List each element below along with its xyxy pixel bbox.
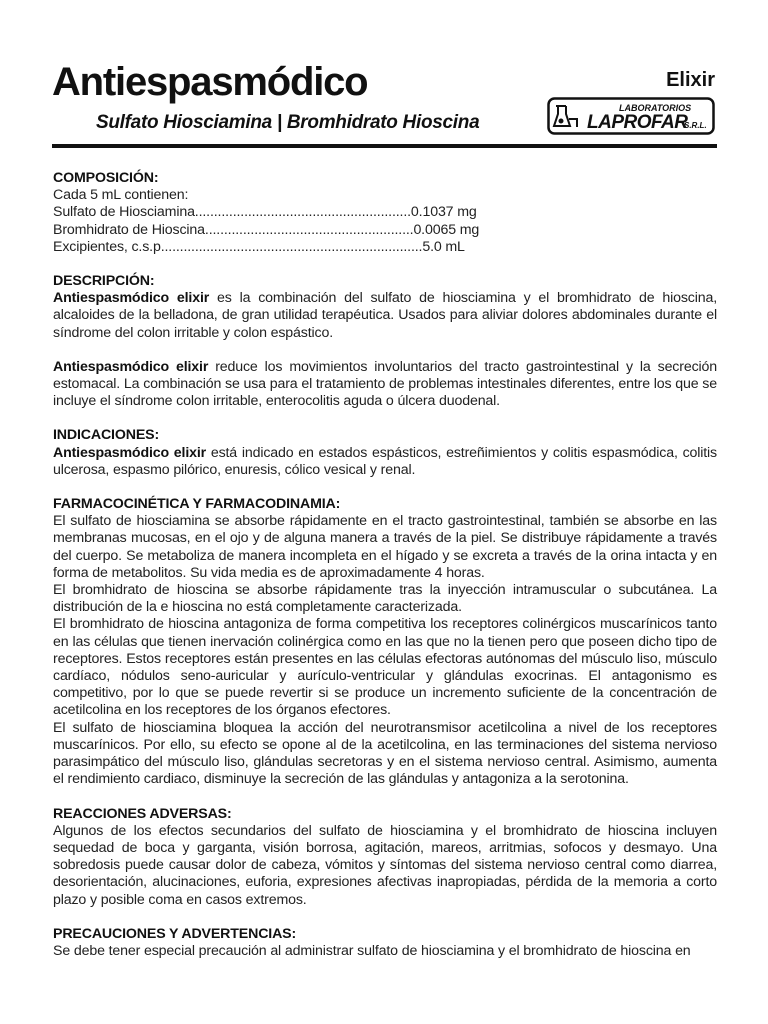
reacciones-heading: REACCIONES ADVERSAS:	[53, 805, 232, 822]
farmaco-paragraph: El sulfato de hiosciamina bloquea la acción del neurotransmisor acetilcolina a nivel de los receptores muscarínicos. Por ello, su efecto se opone al de la acetilcolina, en las terminaciones del sistema nervioso parasimpático del músculo liso, glándulas secretoras y en el sistema nervioso central. Asimismo, aumenta el rendimiento cardiaco, disminuye la secreción de las glándulas y antagoniza a la serotonina.	[53, 719, 717, 788]
farmaco-paragraph: El sulfato de hiosciamina se absorbe rápidamente en el tracto gastrointestinal, también se absorbe en las membranas mucosas, en el ojo y de alguna manera a través de la piel. Se distribuye rápidamente a través del cuerpo. Se metaboliza de manera incompleta en el hígado y se excreta a través de la orina intacta y en forma de metabolitos. Su vida media es de aproximadamente 4 horas.	[53, 513, 717, 581]
composicion-line: Bromhidrato de Hioscina.......................................................0.0065 mg	[53, 221, 480, 238]
composicion-line: Excipientes, c.s.p.....................................................................5.0 mL	[53, 238, 465, 255]
dosage-form: Elixir	[666, 69, 715, 91]
section-indicaciones	[53, 427, 717, 479]
product-name: Antiespasmódico elixir	[53, 444, 207, 461]
paragraph-text: es la combinación del sulfato de hiosciamina y el bromhidrato de hioscina, alcaloides de la belladona, de gran utilidad terapéutica. Usados para aliviar dolores abdominales durante el síndrome del colon irritable y colon espástico.	[53, 290, 717, 341]
section-precauciones	[53, 926, 717, 960]
section-farmacocinetica	[53, 496, 717, 788]
precauciones-heading: PRECAUCIONES Y ADVERTENCIAS:	[53, 925, 297, 942]
farmaco-heading: FARMACOCINÉTICA Y FARMACODINAMIA:	[53, 496, 341, 513]
logo-line1: LABORATORIOS	[619, 103, 692, 113]
paragraph-text: reduce los movimientos involuntarios del tracto gastrointestinal y la secreción estomacal. La combinación se usa para el tratamiento de problemas intestinales diferentes, entre los que se incluye el síndrome colon irritable, enterocolitis aguda o úlcera duodenal.	[53, 358, 717, 410]
farmaco-paragraph: El bromhidrato de hioscina se absorbe rápidamente tras la inyección intramuscular o subcutánea. La distribución de la e hioscina no está completamente caracterizada.	[53, 582, 717, 616]
product-name: Antiespasmódico elixir	[53, 358, 209, 375]
descripcion-paragraph	[53, 359, 717, 411]
section-descripcion	[53, 273, 717, 410]
descripcion-paragraph	[53, 290, 717, 342]
section-composicion	[53, 170, 717, 256]
leaflet-body	[53, 170, 717, 977]
paragraph-text: está indicado en estados espásticos, estreñimientos y colitis espasmódica, colitis ulcerosa, espasmo pilórico, enuresis, cólico vesical y renal.	[53, 444, 717, 478]
laprofar-logo	[547, 97, 715, 135]
document-header	[0, 0, 768, 150]
product-title: Antiespasmódico	[52, 60, 368, 104]
composicion-heading: COMPOSICIÓN:	[53, 170, 159, 186]
header-rule	[52, 144, 717, 148]
product-subtitle: Sulfato Hiosciamina | Bromhidrato Hioscina	[96, 112, 480, 133]
product-name: Antiespasmódico elixir	[53, 290, 210, 307]
precauciones-paragraph: Se debe tener especial precaución al administrar sulfato de hiosciamina y el bromhidrato de hioscina en	[53, 942, 691, 959]
composicion-line: Sulfato de Hiosciamina.........................................................0.1037 mg	[53, 204, 477, 221]
descripcion-heading: DESCRIPCIÓN:	[53, 273, 155, 290]
farmaco-paragraph: El bromhidrato de hioscina antagoniza de forma competitiva los receptores colinérgicos muscarínicos tanto en las células que tienen inervación colinérgica como en las que no la tienen pero que poseen dicho tipo de receptores. Estos receptores están presentes en las células efectoras autónomas del músculo liso, músculo cardíaco, nódulos seno-auricular y aurículo-ventricular y glándulas exocrinas. El antagonismo es competitivo, por lo que se puede revertir si se produce un incremento suficiente de la concentración de acetilcolina en los receptores de los órganos efectores.	[53, 616, 717, 719]
reacciones-paragraph: Algunos de los efectos secundarios del sulfato de hiosciamina y el bromhidrato de hioscina incluyen sequedad de boca y garganta, visión borrosa, agitación, mareos, arritmias, sofocos y desmayo. Una sobredosis puede causar dolor de cabeza, vómitos y síntomas del sistema nervioso central como diarrea, desorientación, alucinaciones, euforia, expresiones afectivas inapropiadas, pérdida de la memoria a corto plazo y posible coma en casos extremos.	[53, 822, 717, 908]
indicaciones-heading: INDICACIONES:	[53, 427, 160, 444]
composicion-line: Cada 5 mL contienen:	[53, 187, 189, 204]
logo-suffix: S.R.L.	[684, 121, 707, 130]
indicaciones-paragraph	[53, 445, 717, 479]
flask-icon	[554, 106, 577, 127]
logo-line2: LAPROFAR	[587, 112, 688, 133]
section-reacciones	[53, 806, 717, 909]
